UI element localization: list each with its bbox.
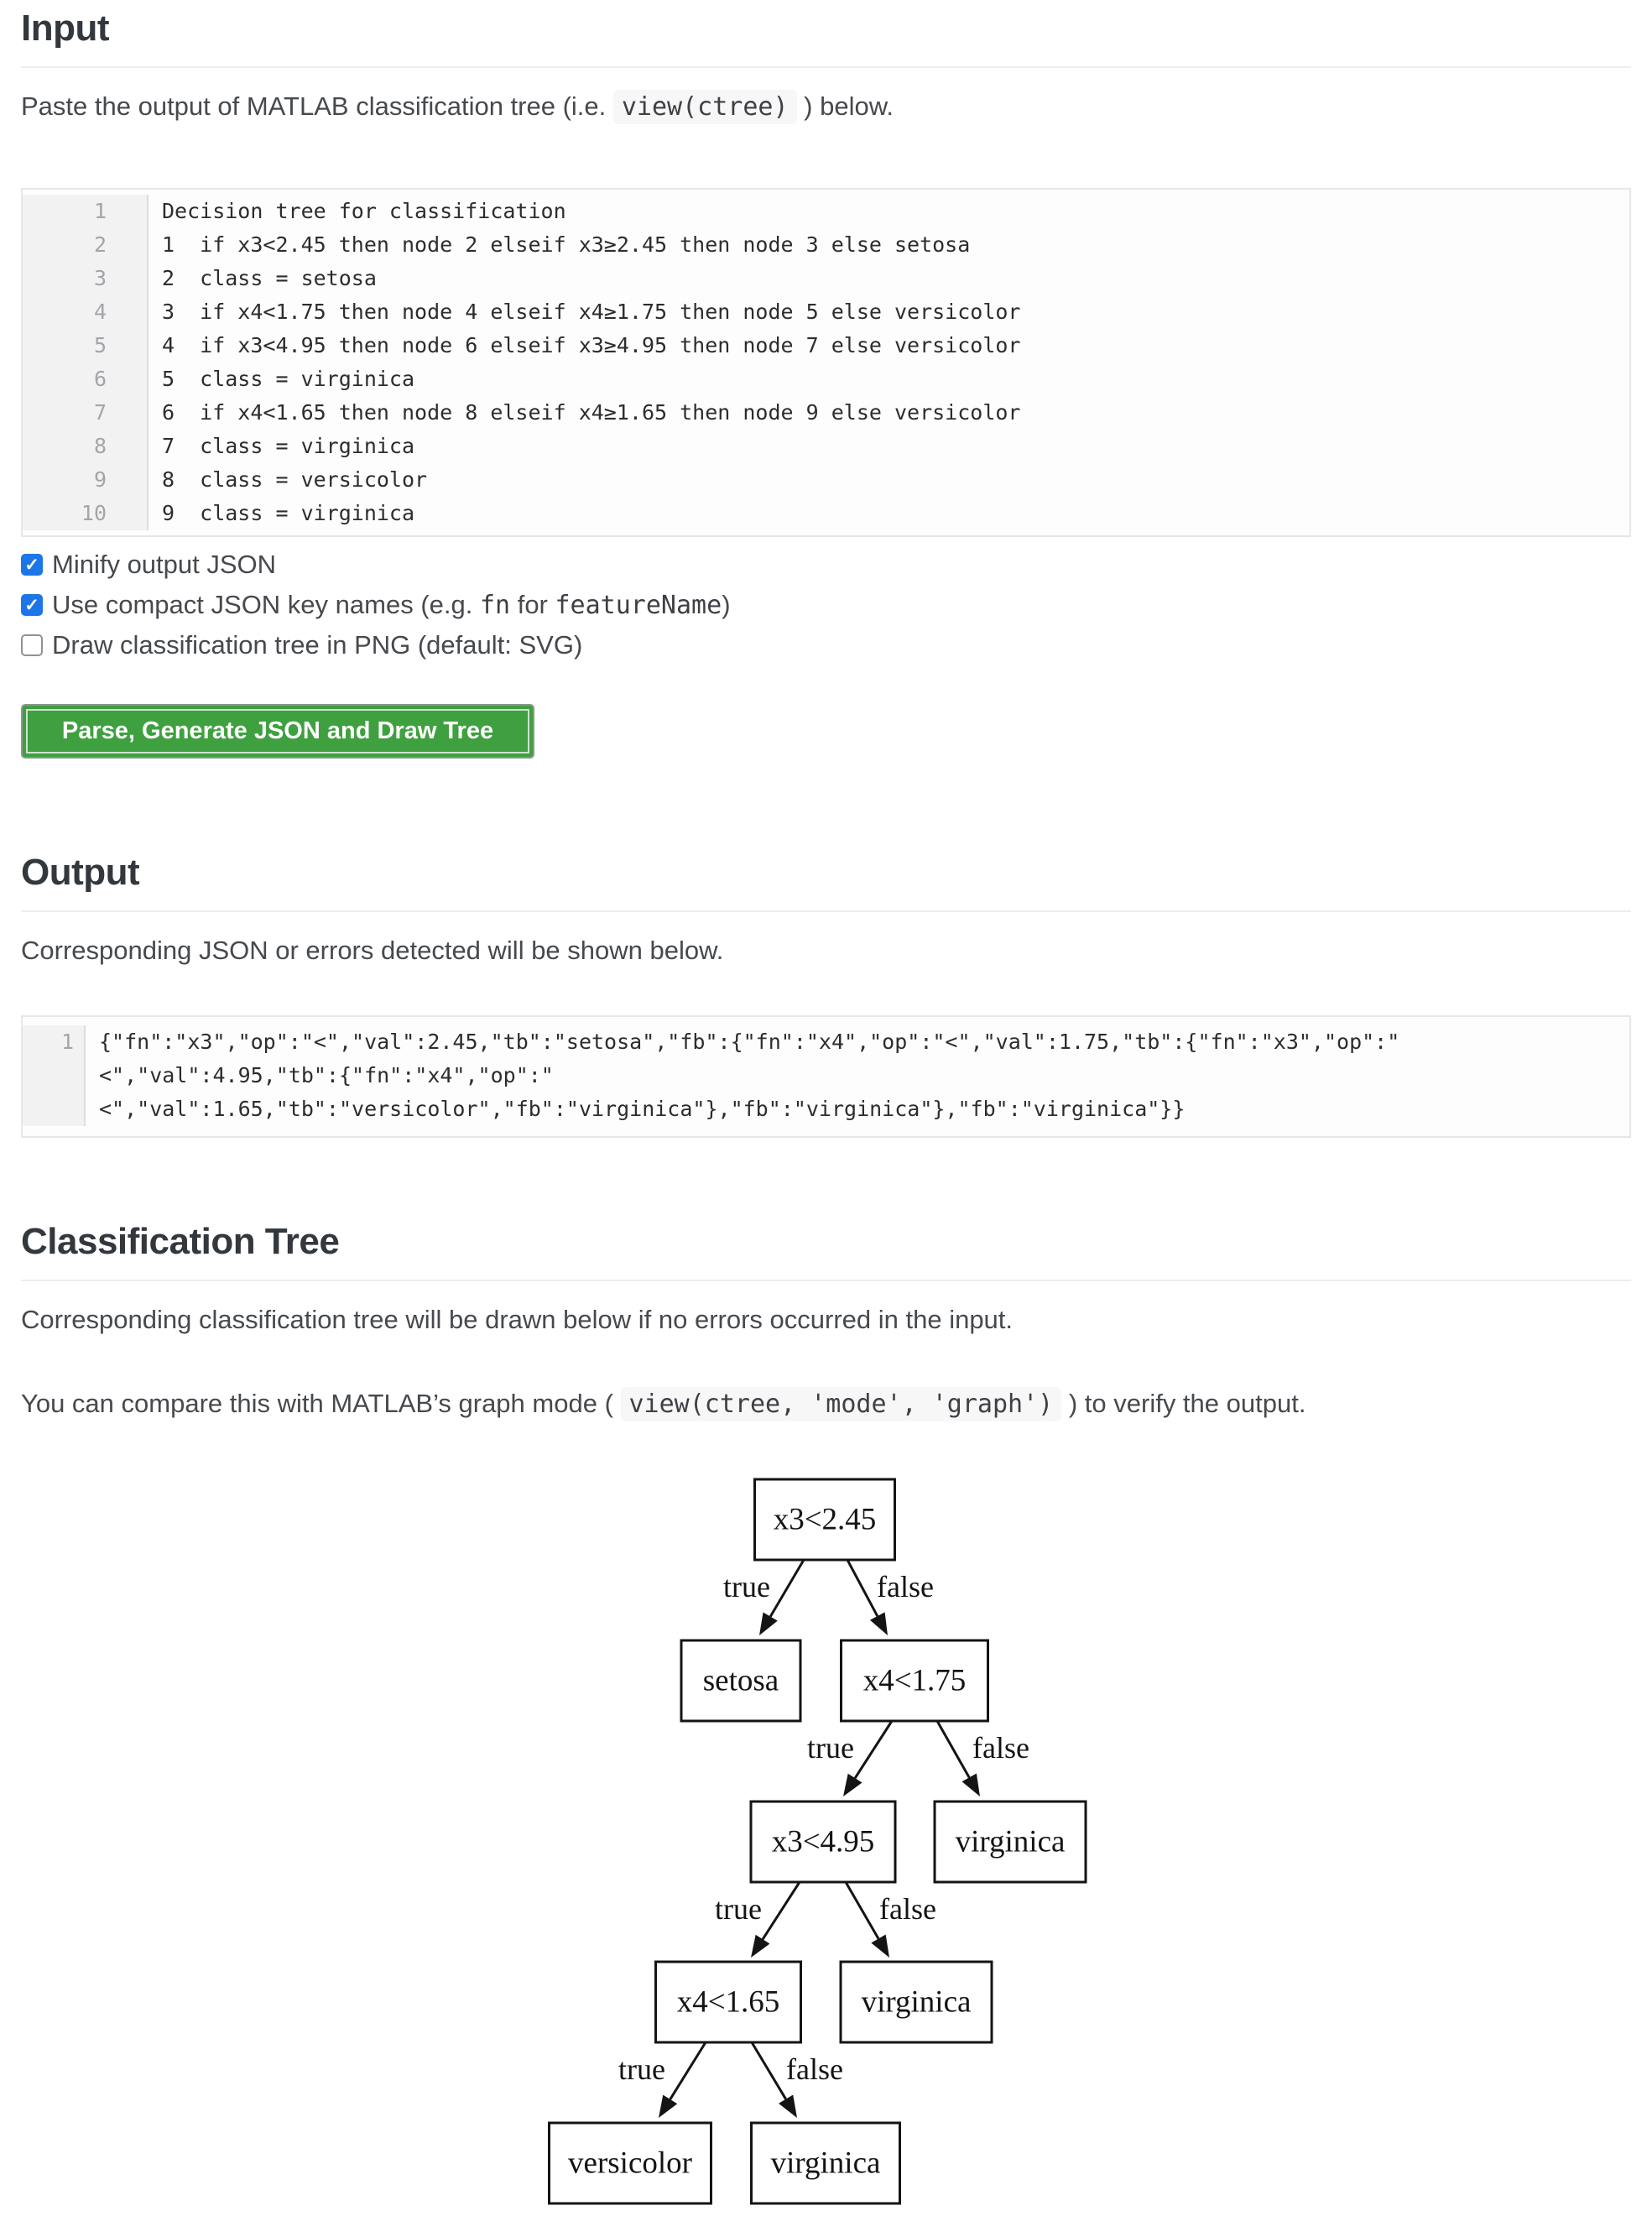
tree-node-label: x4<1.65 xyxy=(676,1984,780,2020)
line-number: 1 xyxy=(23,195,149,228)
edge-label-true: true xyxy=(807,1731,854,1765)
divider xyxy=(21,910,1631,912)
checkbox-checked[interactable] xyxy=(21,554,43,576)
json-line xyxy=(23,1059,1629,1092)
arrowhead-icon xyxy=(871,1934,889,1958)
divider xyxy=(21,1280,1631,1281)
json-line xyxy=(23,1092,1629,1126)
tree-node-label: x3<4.95 xyxy=(771,1824,875,1859)
line-number: 6 xyxy=(23,362,149,396)
label-text: ) xyxy=(722,590,731,619)
tree-node-label: versicolor xyxy=(568,2146,692,2181)
code-text: 5 class = virginica xyxy=(162,367,415,391)
edge-label-false: false xyxy=(786,2052,843,2086)
option-row-0[interactable] xyxy=(21,552,1631,577)
code-text: 9 class = virginica xyxy=(162,501,415,525)
arrowhead-icon xyxy=(751,1935,769,1958)
code-line xyxy=(23,329,1629,362)
code-line xyxy=(23,295,1629,329)
option-row-2[interactable] xyxy=(21,630,1631,660)
code-line xyxy=(23,430,1629,463)
tree-edge xyxy=(855,1721,892,1778)
code-text: 4 if x3<4.95 then node 6 elseif x3≥4.95 then node 7 else versicolor xyxy=(162,333,1021,357)
tree-edge xyxy=(670,2042,706,2099)
code-text: 6 if x4<1.65 then node 8 elseif x4≥1.65 then node 9 else versicolor xyxy=(162,400,1021,425)
code-line xyxy=(23,262,1629,295)
line-number xyxy=(23,1092,86,1126)
label-text: Minify output JSON xyxy=(52,550,277,579)
edge-label-false: false xyxy=(879,1892,936,1926)
arrowhead-icon xyxy=(870,1612,888,1635)
matlab-tree-input-editor[interactable] xyxy=(21,188,1631,537)
inline-code: fn xyxy=(479,591,511,620)
line-number: 7 xyxy=(23,396,149,430)
code-text: Decision tree for classification xyxy=(162,199,566,223)
arrowhead-icon xyxy=(659,2095,677,2118)
tree-node-label: virginica xyxy=(861,1984,972,2020)
code-line xyxy=(23,362,1629,396)
json-output-block xyxy=(21,1015,1631,1138)
json-line xyxy=(23,1025,1629,1059)
edge-label-true: true xyxy=(618,2052,665,2086)
input-heading: Input xyxy=(21,8,110,49)
code-text: 7 class = virginica xyxy=(162,434,415,458)
code-text: 1 if x3<2.45 then node 2 elseif x3≥2.45 then node 3 else setosa xyxy=(162,232,971,257)
code-text: 3 if x4<1.75 then node 4 elseif x4≥1.75 then node 5 else versicolor xyxy=(162,300,1021,324)
line-number: 5 xyxy=(23,329,149,362)
tree-node-label: x3<2.45 xyxy=(773,1502,877,1537)
tree-edge xyxy=(937,1721,969,1777)
divider xyxy=(21,66,1631,68)
input-description-text: Paste the output of MATLAB classification tree (i.e. xyxy=(21,91,613,121)
option-row-1[interactable] xyxy=(21,592,1631,618)
label-text: Use compact JSON key names (e.g. xyxy=(52,590,480,619)
tree-edge xyxy=(752,2042,786,2099)
line-number: 10 xyxy=(23,497,149,530)
edge-label-false: false xyxy=(877,1570,934,1603)
tree-description: Corresponding classification tree will be drawn below if no errors occurred in the input. xyxy=(21,1305,1014,1334)
inline-code: featureName xyxy=(555,591,722,620)
code-line xyxy=(23,195,1629,228)
tree-node-label: setosa xyxy=(702,1663,779,1698)
code-line xyxy=(23,228,1629,262)
input-description xyxy=(21,86,1631,128)
option-label xyxy=(52,590,731,620)
classification-tree-heading: Classification Tree xyxy=(21,1221,340,1262)
code-line xyxy=(23,497,1629,530)
line-number: 1 xyxy=(23,1025,86,1059)
arrowhead-icon xyxy=(961,1773,980,1796)
line-number: 9 xyxy=(23,463,149,497)
json-text: {"fn":"x3","op":"<","val":2.45,"tb":"setosa","fb":{"fn":"x4","op":"<","val":1.75,"tb":{"fn":"x3","op":" xyxy=(99,1030,1400,1054)
option-label xyxy=(52,550,276,580)
tree-compare-text: You can compare this with MATLAB’s graph mode ( xyxy=(21,1389,621,1418)
output-description: Corresponding JSON or errors detected will be shown below. xyxy=(21,936,724,965)
tree-node-label: virginica xyxy=(770,2146,881,2181)
output-heading: Output xyxy=(21,852,140,893)
code-line xyxy=(23,396,1629,430)
classification-tree-svg xyxy=(537,1469,1107,2237)
classification-tree-canvas xyxy=(0,1469,1652,2237)
label-text: Draw classification tree in PNG (default: SVG) xyxy=(52,630,583,660)
options-checkbox-group xyxy=(21,552,1631,658)
parse-generate-button[interactable]: Parse, Generate JSON and Draw Tree xyxy=(21,704,534,759)
tree-compare-note xyxy=(21,1384,1631,1425)
checkbox-checked[interactable] xyxy=(21,594,43,616)
line-number: 3 xyxy=(23,262,149,295)
tree-edge xyxy=(763,1882,800,1939)
checkmark-icon: ✓ xyxy=(24,595,39,615)
tree-edge xyxy=(770,1560,804,1617)
tree-node-label: virginica xyxy=(955,1824,1066,1859)
label-text: for xyxy=(510,590,555,619)
inline-code-view-ctree: view(ctree) xyxy=(613,90,797,124)
inline-code-view-graph: view(ctree, 'mode', 'graph') xyxy=(621,1387,1062,1421)
line-number: 8 xyxy=(23,430,149,463)
edge-label-true: true xyxy=(723,1570,770,1603)
tree-edge xyxy=(847,1560,878,1616)
json-text: <","val":4.95,"tb":{"fn":"x4","op":" xyxy=(99,1063,554,1087)
line-number: 4 xyxy=(23,295,149,329)
tree-edge xyxy=(846,1882,878,1938)
tree-compare-tail: ) to verify the output. xyxy=(1061,1389,1306,1418)
input-description-tail: ) below. xyxy=(796,91,894,121)
edge-label-true: true xyxy=(715,1892,762,1926)
code-text: 2 class = setosa xyxy=(162,266,377,290)
tree-node-label: x4<1.75 xyxy=(862,1663,967,1698)
arrowhead-icon xyxy=(759,1613,778,1635)
edge-label-false: false xyxy=(972,1731,1029,1765)
option-label xyxy=(52,630,582,660)
checkmark-icon: ✓ xyxy=(24,555,39,575)
code-text: 8 class = versicolor xyxy=(162,467,428,492)
arrowhead-icon xyxy=(779,2095,797,2118)
line-number xyxy=(23,1059,86,1092)
json-text: <","val":1.65,"tb":"versicolor","fb":"virginica"},"fb":"virginica"},"fb":"virginica"}} xyxy=(99,1097,1186,1121)
code-line xyxy=(23,463,1629,497)
checkbox-unchecked[interactable] xyxy=(21,634,43,656)
arrowhead-icon xyxy=(843,1774,862,1796)
line-number: 2 xyxy=(23,228,149,262)
